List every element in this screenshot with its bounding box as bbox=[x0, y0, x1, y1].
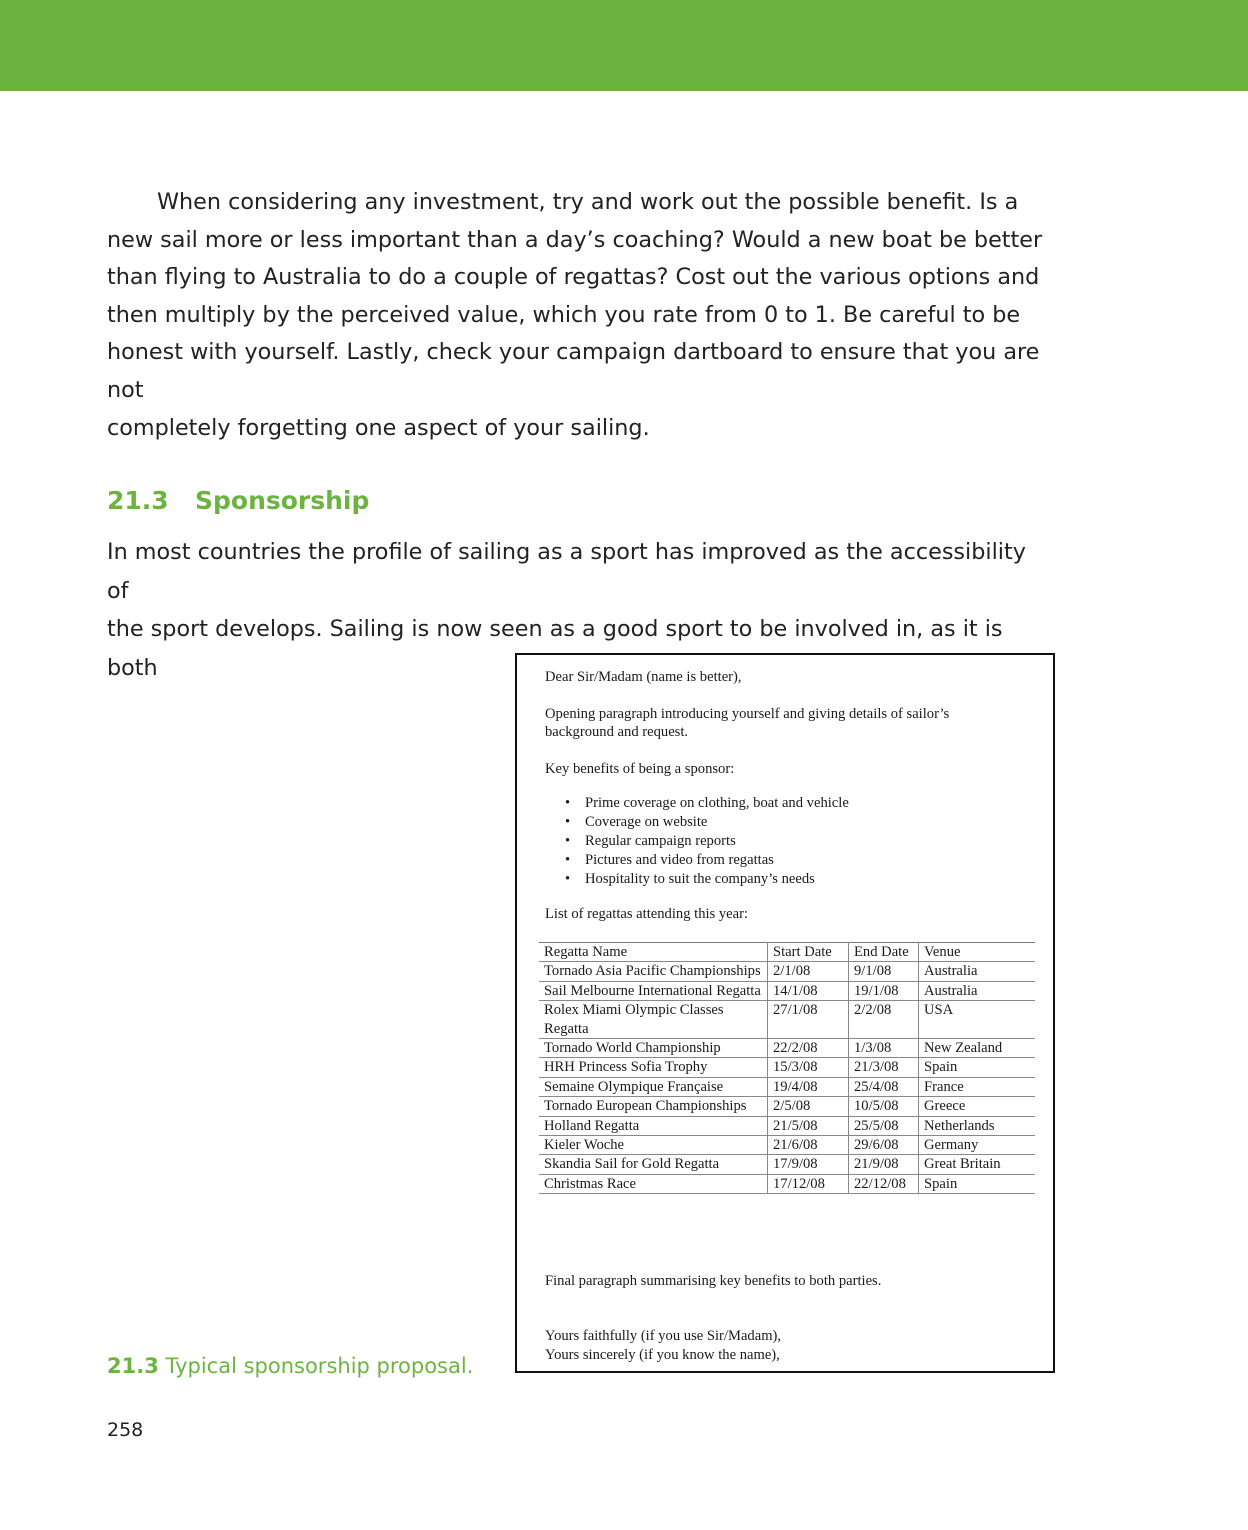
start-date: 17/9/08 bbox=[768, 1155, 849, 1174]
section-title: Sponsorship bbox=[195, 486, 370, 515]
column-header: Regatta Name bbox=[539, 943, 768, 962]
venue: France bbox=[919, 1077, 1036, 1096]
benefit-item: • Regular campaign reports bbox=[585, 832, 1035, 851]
final-paragraph: Final paragraph summarising key benefits to both parties. bbox=[545, 1273, 882, 1289]
intro-paragraph bbox=[107, 184, 1052, 447]
intro-line: new sail more or less important than a day’s coaching? Would a new boat be better bbox=[107, 226, 1043, 253]
closing-line: Yours faithfully (if you use Sir/Madam), bbox=[545, 1328, 782, 1344]
end-date: 29/6/08 bbox=[849, 1136, 919, 1155]
regatta-name: Rolex Miami Olympic Classes Regatta bbox=[539, 1001, 768, 1039]
closing-line: Yours sincerely (if you know the name), bbox=[545, 1346, 780, 1363]
venue: Germany bbox=[919, 1136, 1036, 1155]
venue: USA bbox=[919, 1001, 1036, 1039]
table-row bbox=[539, 1136, 1035, 1155]
start-date: 22/2/08 bbox=[768, 1039, 849, 1058]
table-row bbox=[539, 1001, 1035, 1039]
benefit-item: • Coverage on website bbox=[585, 813, 1035, 832]
opening-paragraph bbox=[545, 705, 1035, 742]
end-date: 19/1/08 bbox=[849, 981, 919, 1000]
venue: Spain bbox=[919, 1058, 1036, 1077]
table-row bbox=[539, 1174, 1035, 1193]
intro-line: completely forgetting one aspect of your sailing. bbox=[107, 414, 650, 441]
column-header: End Date bbox=[849, 943, 919, 962]
regatta-name: Sail Melbourne International Regatta bbox=[539, 981, 768, 1000]
venue: Netherlands bbox=[919, 1116, 1036, 1135]
sponsorship-proposal-figure bbox=[515, 653, 1055, 1373]
end-date: 22/12/08 bbox=[849, 1174, 919, 1193]
regatta-name: Semaine Olympique Française bbox=[539, 1077, 768, 1096]
regatta-table bbox=[539, 942, 1035, 1194]
column-header: Start Date bbox=[768, 943, 849, 962]
section-heading bbox=[107, 485, 369, 517]
letter-body bbox=[545, 668, 1035, 932]
figure-caption bbox=[107, 1352, 473, 1380]
start-date: 15/3/08 bbox=[768, 1058, 849, 1077]
start-date: 2/5/08 bbox=[768, 1097, 849, 1116]
start-date: 27/1/08 bbox=[768, 1001, 849, 1039]
caption-number: 21.3 bbox=[107, 1354, 159, 1378]
top-color-band bbox=[0, 0, 1248, 91]
caption-text: Typical sponsorship proposal. bbox=[165, 1354, 474, 1378]
end-date: 25/4/08 bbox=[849, 1077, 919, 1096]
intro-line: honest with yourself. Lastly, check your campaign dartboard to ensure that you are not bbox=[107, 339, 1040, 403]
end-date: 21/3/08 bbox=[849, 1058, 919, 1077]
end-date: 1/3/08 bbox=[849, 1039, 919, 1058]
regatta-name: Tornado World Championship bbox=[539, 1039, 768, 1058]
end-date: 25/5/08 bbox=[849, 1116, 919, 1135]
table-row bbox=[539, 1039, 1035, 1058]
venue: New Zealand bbox=[919, 1039, 1036, 1058]
table-row bbox=[539, 981, 1035, 1000]
start-date: 21/5/08 bbox=[768, 1116, 849, 1135]
opening-line: background and request. bbox=[545, 724, 689, 740]
start-date: 17/12/08 bbox=[768, 1174, 849, 1193]
regatta-name: Christmas Race bbox=[539, 1174, 768, 1193]
intro-line: When considering any investment, try and work out the possible benefit. Is a bbox=[157, 189, 1019, 215]
benefits-title: Key benefits of being a sponsor: bbox=[545, 760, 735, 777]
opening-line: Opening paragraph introducing yourself and giving details of sailor’s bbox=[545, 705, 950, 722]
intro-line: than flying to Australia to do a couple of regattas? Cost out the various options and bbox=[107, 264, 1040, 291]
regatta-name: Skandia Sail for Gold Regatta bbox=[539, 1155, 768, 1174]
table-row bbox=[539, 962, 1035, 981]
regattas-title: List of regattas attending this year: bbox=[545, 906, 749, 923]
salutation: Dear Sir/Madam (name is better), bbox=[545, 669, 742, 685]
table-header-row bbox=[539, 943, 1035, 962]
table-row bbox=[539, 1077, 1035, 1096]
section-number: 21.3 bbox=[107, 486, 169, 515]
end-date: 2/2/08 bbox=[849, 1001, 919, 1039]
table-row bbox=[539, 1116, 1035, 1135]
venue: Greece bbox=[919, 1097, 1036, 1116]
intro-line: then multiply by the perceived value, which you rate from 0 to 1. Be careful to be bbox=[107, 301, 1021, 328]
benefits-list bbox=[545, 794, 1035, 889]
start-date: 2/1/08 bbox=[768, 962, 849, 981]
end-date: 9/1/08 bbox=[849, 962, 919, 981]
page-number: 258 bbox=[107, 1419, 144, 1441]
section-line: the sport develops. Sailing is now seen as a good sport to be involved in, as it is both bbox=[107, 616, 1003, 681]
table-row bbox=[539, 1058, 1035, 1077]
regatta-name: Tornado Asia Pacific Championships bbox=[539, 962, 768, 981]
regatta-name: Tornado European Championships bbox=[539, 1097, 768, 1116]
regatta-name: Holland Regatta bbox=[539, 1116, 768, 1135]
benefit-item: • Prime coverage on clothing, boat and vehicle bbox=[585, 794, 1035, 813]
regatta-name: HRH Princess Sofia Trophy bbox=[539, 1058, 768, 1077]
section-line: In most countries the profile of sailing as a sport has improved as the accessibility of bbox=[107, 539, 1026, 604]
benefit-item: • Pictures and video from regattas bbox=[585, 851, 1035, 870]
benefit-item: • Hospitality to suit the company’s needs bbox=[585, 870, 1035, 889]
regatta-name: Kieler Woche bbox=[539, 1136, 768, 1155]
end-date: 10/5/08 bbox=[849, 1097, 919, 1116]
venue: Great Britain bbox=[919, 1155, 1036, 1174]
venue: Australia bbox=[919, 962, 1036, 981]
start-date: 19/4/08 bbox=[768, 1077, 849, 1096]
end-date: 21/9/08 bbox=[849, 1155, 919, 1174]
start-date: 21/6/08 bbox=[768, 1136, 849, 1155]
venue: Spain bbox=[919, 1174, 1036, 1193]
table-row bbox=[539, 1155, 1035, 1174]
start-date: 14/1/08 bbox=[768, 981, 849, 1000]
table-row bbox=[539, 1097, 1035, 1116]
column-header: Venue bbox=[919, 943, 1036, 962]
venue: Australia bbox=[919, 981, 1036, 1000]
closing-lines bbox=[545, 1327, 1035, 1364]
